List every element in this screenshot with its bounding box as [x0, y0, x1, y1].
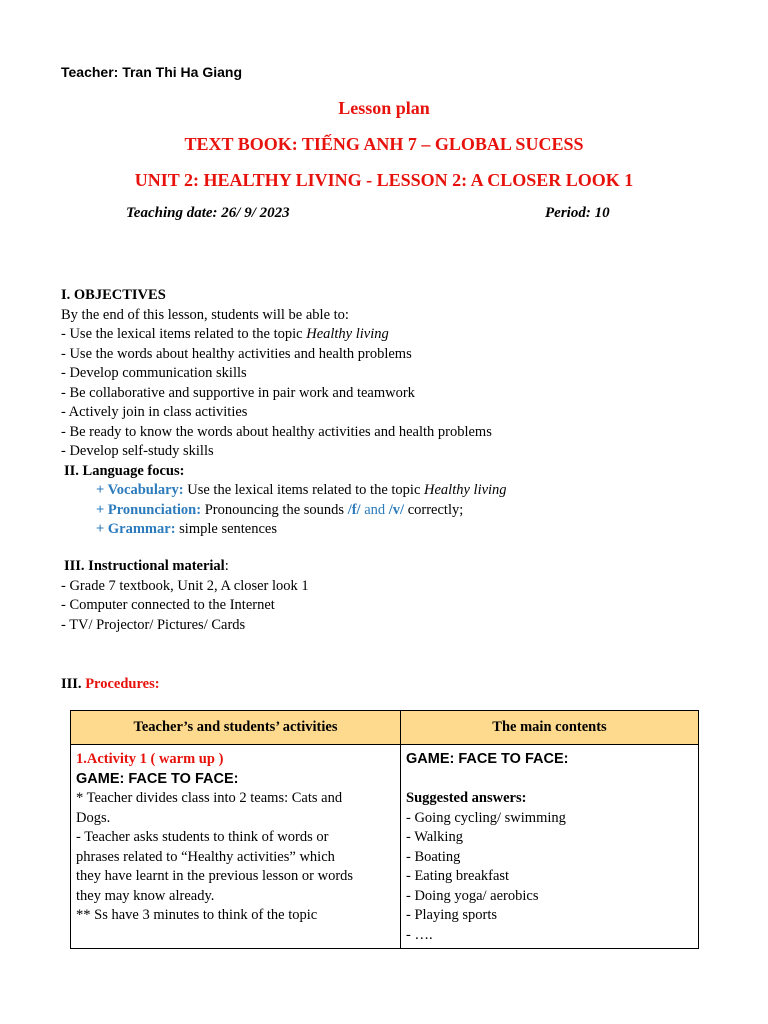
lesson-plan-title: Lesson plan — [338, 98, 430, 118]
vocabulary-topic: Healthy living — [424, 482, 507, 498]
objective-item: - Be ready to know the words about healthy activities and health problems — [61, 423, 492, 440]
activity-text-line: Dogs. — [76, 809, 111, 826]
game-title: GAME: FACE TO FACE: — [76, 770, 239, 787]
col-contents-header: The main contents — [401, 711, 699, 745]
activity-title: 1.Activity 1 ( warm up ) — [76, 751, 224, 767]
sound-f: /f/ — [347, 501, 361, 518]
activities-cell — [71, 745, 401, 949]
activity-text-line: - Teacher asks students to think of words or — [76, 829, 329, 845]
activity-text-line: * Teacher divides class into 2 teams: Cats and — [76, 790, 343, 806]
suggested-item: - Boating — [406, 848, 461, 865]
activity-text-line: phrases related to “Healthy activities” which — [76, 848, 335, 865]
sound-and: and — [360, 501, 389, 518]
suggested-item: - …. — [406, 926, 433, 943]
material-colon: : — [224, 558, 229, 574]
unit-title: UNIT 2: HEALTHY LIVING - LESSON 2: A CLOSER LOOK 1 — [134, 170, 634, 190]
language-focus-heading: II. Language focus: — [64, 462, 185, 479]
material-heading: III. Instructional material — [64, 558, 225, 574]
suggested-item: - Going cycling/ swimming — [406, 809, 566, 826]
material-item: - Computer connected to the Internet — [61, 597, 275, 613]
pronunciation-end: correctly; — [404, 501, 464, 518]
material-section — [61, 557, 309, 635]
vocabulary-text: Use the lexical items related to the topic — [183, 482, 425, 498]
suggested-item: - Eating breakfast — [406, 868, 510, 884]
suggested-item: - Playing sports — [406, 907, 498, 923]
table-row — [71, 745, 699, 949]
material-heading-line — [61, 557, 309, 577]
material-item: - Grade 7 textbook, Unit 2, A closer look 1 — [61, 577, 309, 594]
teaching-date: Teaching date: 26/ 9/ 2023 — [126, 205, 290, 221]
vocabulary-label: + Vocabulary: — [96, 482, 184, 498]
procedures-heading — [61, 675, 160, 695]
sound-v: /v/ — [388, 501, 405, 518]
textbook-title: TEXT BOOK: TIẾNG ANH 7 – GLOBAL SUCESS — [184, 134, 584, 154]
objective-item: - Develop communication skills — [61, 365, 247, 381]
objectives-intro: By the end of this lesson, students will be able to: — [61, 306, 349, 323]
procedures-number: III. — [61, 676, 86, 692]
grammar-label: + Grammar: — [96, 521, 176, 537]
procedures-table — [70, 710, 699, 949]
period: Period: 10 — [545, 205, 610, 221]
activity-text-line: they have learnt in the previous lesson or words — [76, 868, 354, 884]
objective-item-text: - Use the lexical items related to the topic — [61, 326, 307, 342]
activity-text-line: ** Ss have 3 minutes to think of the topic — [76, 907, 318, 923]
grammar-text: simple sentences — [175, 521, 278, 537]
objective-item: - Be collaborative and supportive in pair work and teamwork — [61, 384, 415, 401]
teacher-name: Teacher: Tran Thi Ha Giang — [61, 64, 243, 80]
spacer — [406, 770, 693, 790]
objectives-heading: I. OBJECTIVES — [61, 287, 166, 303]
material-item: - TV/ Projector/ Pictures/ Cards — [61, 616, 246, 633]
table-header-row — [71, 711, 699, 745]
objectives-section — [61, 286, 507, 540]
suggested-item: - Doing yoga/ aerobics — [406, 887, 539, 904]
pronunciation-label: + Pronunciation: — [96, 501, 202, 518]
grammar-line — [61, 520, 507, 540]
objective-item: - Develop self-study skills — [61, 443, 214, 459]
objective-topic: Healthy living — [306, 326, 389, 342]
col-activities-header: Teacher’s and students’ activities — [71, 711, 401, 745]
suggested-heading: Suggested answers: — [406, 790, 527, 806]
contents-cell — [401, 745, 699, 949]
objective-item: - Actively join in class activities — [61, 404, 248, 420]
objective-item: - Use the words about healthy activities and health problems — [61, 345, 412, 362]
pronunciation-line — [61, 501, 507, 521]
pronunciation-text: Pronouncing the sounds — [201, 501, 348, 518]
right-game-title: GAME: FACE TO FACE: — [406, 751, 569, 767]
objective-item — [61, 325, 507, 345]
procedures-label: Procedures: — [85, 676, 160, 692]
suggested-item: - Walking — [406, 829, 463, 845]
activity-text-line: they may know already. — [76, 887, 215, 904]
vocabulary-line — [61, 481, 507, 501]
